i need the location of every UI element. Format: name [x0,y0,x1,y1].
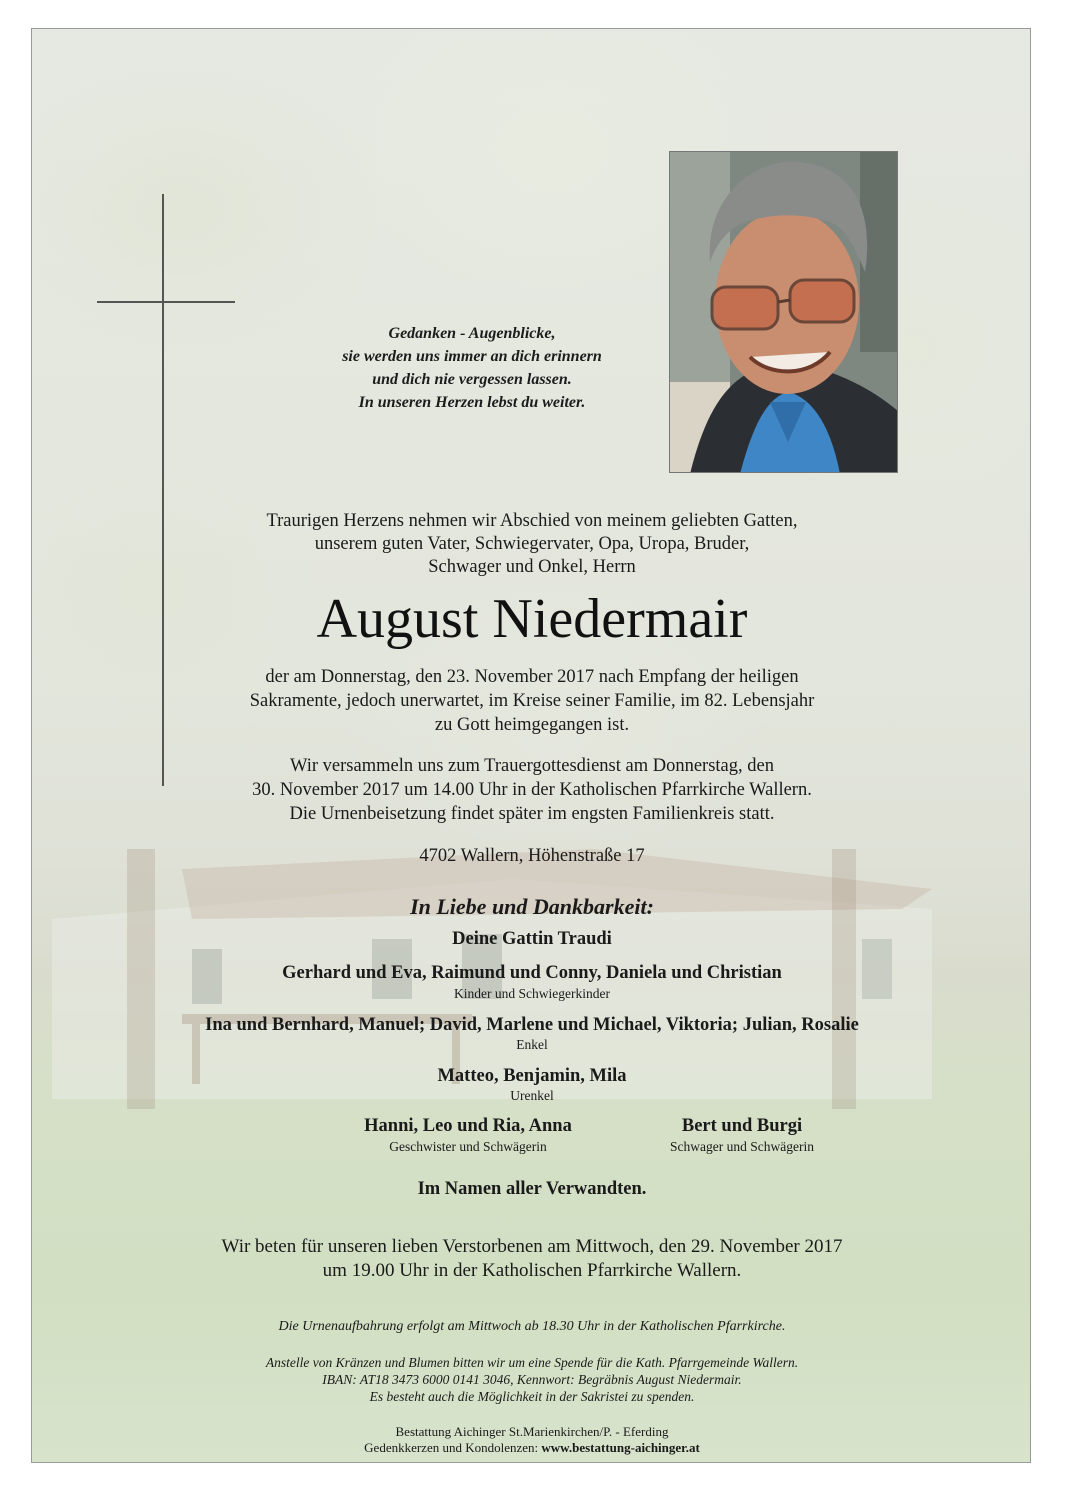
donation-line: IBAN: AT18 3473 6000 0141 3046, Kennwort: Begräbnis August Niedermair. [322,1372,742,1387]
death-notice [32,665,1031,737]
memorial-poem [282,322,662,414]
poem-line: Gedanken - Augenblicke, [388,325,556,342]
death-notice-line: Sakramente, jedoch unerwartet, im Kreise seiner Familie, im 82. Lebensjahr [249,691,815,711]
cross-horizontal-bar [97,301,235,303]
service-line: Die Urnenbeisetzung findet später im engsten Familienkreis statt. [289,804,775,824]
prayer-line: Wir beten für unseren lieben Verstorbenen am Mittwoch, den 29. November 2017 [221,1236,843,1257]
mourner-in-laws-group [592,1115,892,1155]
poem-line: und dich nie vergessen lassen. [372,371,572,388]
all-relatives: Im Namen aller Verwandten. [417,1179,647,1199]
mourner-grandchildren: Ina und Bernhard, Manuel; David, Marlene und Michael, Viktoria; Julian, Rosalie [205,1015,859,1035]
mourner-children: Gerhard und Eva, Raimund und Conny, Daniela und Christian [282,963,782,983]
urn-viewing-note: Die Urnenaufbahrung erfolgt am Mittwoch ab 18.30 Uhr in der Katholischen Pfarrkirche. [278,1319,786,1334]
condolence-label: Gedenkkerzen und Kondolenzen: [364,1440,542,1455]
prayer-service-info [32,1235,1031,1283]
death-notice-line: zu Gott heimgegangen ist. [434,715,630,735]
prayer-line: um 19.00 Uhr in der Katholischen Pfarrkirche Wallern. [322,1260,742,1281]
intro-line: Traurigen Herzens nehmen wir Abschied von meinem geliebten Gatten, [266,511,798,531]
funeral-service-info [32,754,1031,826]
mourner-children-role: Kinder und Schwiegerkinder [454,986,610,1001]
mourner-siblings-role: Geschwister und Schwägerin [389,1139,547,1154]
donation-line: Es besteht auch die Möglichkeit in der Sakristei zu spenden. [369,1389,695,1404]
mourner-in-laws: Bert und Burgi [681,1116,803,1136]
poem-line: sie werden uns immer an dich erinnern [342,348,602,365]
mourner-siblings-group [318,1115,618,1155]
poem-line: In unseren Herzen lebst du weiter. [358,394,586,411]
service-line: Wir versammeln uns zum Trauergottesdienst am Donnerstag, den [290,756,774,776]
mourner-grandchildren-role: Enkel [516,1037,548,1052]
mourners-heading: In Liebe und Dankbarkeit: [410,894,654,919]
donation-line: Anstelle von Kränzen und Blumen bitten wir um eine Spende für die Kath. Pfarrgemeinde Wallern. [265,1355,799,1370]
mourner-in-laws-role: Schwager und Schwägerin [670,1139,814,1154]
mourner-siblings: Hanni, Leo und Ria, Anna [364,1116,572,1136]
donation-note [32,1354,1031,1405]
deceased-name: August Niedermair [316,588,748,650]
obituary-card [31,28,1031,1463]
undertaker-website-link[interactable]: www.bestattung-aichinger.at [541,1440,700,1455]
mourner-great-grandchildren: Matteo, Benjamin, Mila [437,1066,627,1086]
intro-line: Schwager und Onkel, Herrn [428,557,636,577]
family-address: 4702 Wallern, Höhenstraße 17 [419,846,645,866]
undertaker-footer [32,1424,1031,1456]
intro-line: unserem guten Vater, Schwiegervater, Opa, Uropa, Bruder, [314,534,750,554]
intro-text [32,510,1031,579]
death-notice-line: der am Donnerstag, den 23. November 2017 nach Empfang der heiligen [265,667,799,687]
mourner-great-grandchildren-role: Urenkel [510,1088,554,1103]
undertaker-name: Bestattung Aichinger St.Marienkirchen/P. - Eferding [395,1424,669,1439]
portrait-photo [669,151,898,473]
mourner-spouse: Deine Gattin Traudi [452,929,612,949]
condolence-line [32,1440,1031,1456]
service-line: 30. November 2017 um 14.00 Uhr in der Katholischen Pfarrkirche Wallern. [252,780,812,800]
